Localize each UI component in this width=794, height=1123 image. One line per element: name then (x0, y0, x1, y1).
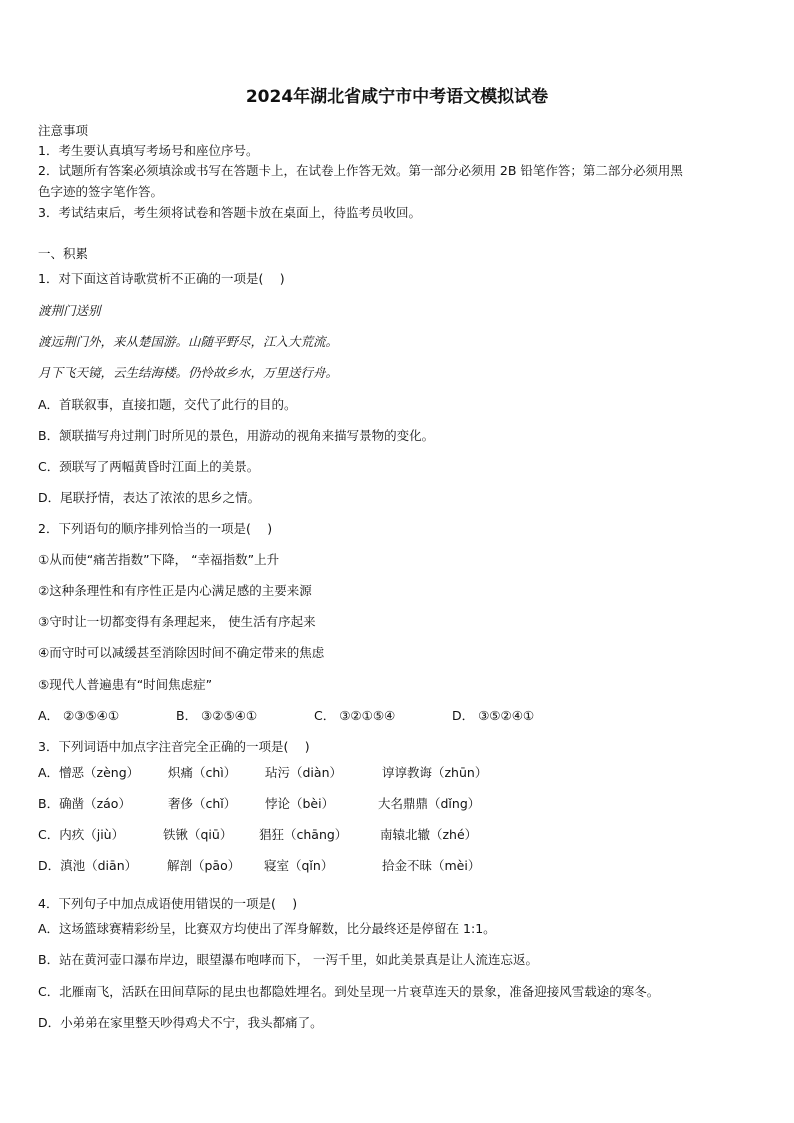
q1-option-c: C．颈联写了两幅黄昏时江面上的美景。 (38, 459, 260, 474)
notes-heading: 注意事项 (38, 123, 89, 138)
q2-sentence: ⑤现代人普遍患有“时间焦虑症” (38, 677, 213, 692)
q4-option-d: D．小弟弟在家里整天吵得鸡犬不宁，我头都痛了。 (38, 1015, 323, 1030)
q2-option-d: D． ③⑤②④① (452, 708, 535, 723)
q2-option-c: C． ③②①⑤④ (314, 708, 396, 723)
q4-option-c: C．北雁南飞，活跃在田间草际的昆虫也都隐姓埋名。到处呈现一片衰草连天的景象，准备迎接风雪载途的寒冬。 (38, 984, 660, 999)
q3-word: 炽痛（chì） (168, 765, 237, 780)
q4-option-a: A．这场篮球赛精彩纷呈，比赛双方均使出了浑身解数，比分最终还是停留在 1:1。 (38, 921, 496, 936)
note-item-2: 2．试题所有答案必须填涂或书写在答题卡上，在试卷上作答无效。第一部分必须用 2B 铅笔作答；第二部分必须用黑 (38, 163, 683, 178)
note-item-2-cont: 色字迹的签字笔作答。 (38, 184, 164, 199)
poem-line: 渡远荆门外，来从楚国游。山随平野尽，江入大荒流。 (38, 334, 339, 349)
q3-word: 铁锹（qiū） (163, 827, 233, 842)
q1-option-d: D．尾联抒情，表达了浓浓的思乡之情。 (38, 490, 261, 505)
q3-word: 拾金不昧（mèi） (382, 858, 481, 873)
q2-sentence: ②这种条理性和有序性正是内心满足感的主要来源 (38, 583, 312, 598)
q3-word: 解剖（pāo） (167, 858, 241, 873)
q2-sentence: ③守时让一切都变得有条理起来， 使生活有序起来 (38, 614, 316, 629)
q2-stem: 2．下列语句的顺序排列恰当的一项是( ) (38, 521, 273, 536)
q2-option-b: B． ③②⑤④① (176, 708, 258, 723)
q3-word: B．确凿（záo） (38, 796, 131, 811)
q4-option-b: B．站在黄河壶口瀑布岸边，眼望瀑布咆哮而下， 一泻千里，如此美景真是让人流连忘返。 (38, 952, 539, 967)
q3-word: 谆谆教诲（zhūn） (382, 765, 488, 780)
q3-word: 南辕北辙（zhé） (380, 827, 478, 842)
q4-stem: 4．下列句子中加点成语使用错误的一项是( ) (38, 896, 298, 911)
q1-option-b: B．颔联描写舟过荆门时所见的景色，用游动的视角来描写景物的变化。 (38, 428, 435, 443)
poem-line: 月下飞天镜，云生结海楼。仍怜故乡水，万里送行舟。 (38, 365, 339, 380)
q3-word: C．内疚（jiù） (38, 827, 125, 842)
section-heading: 一、积累 (38, 246, 89, 261)
q3-word: 猖狂（chāng） (259, 827, 348, 842)
q2-option-a: A． ②③⑤④① (38, 708, 120, 723)
q2-sentence: ④而守时可以减缓甚至消除因时间不确定带来的焦虑 (38, 645, 325, 660)
q3-word: D．滇池（diān） (38, 858, 138, 873)
note-item-3: 3．考试结束后，考生须将试卷和答题卡放在桌面上，待监考员收回。 (38, 205, 421, 220)
page-title: 2024年湖北省咸宁市中考语文模拟试卷 (245, 87, 549, 107)
q3-word: 悖论（bèi） (265, 796, 335, 811)
note-item-1: 1．考生要认真填写考场号和座位序号。 (38, 143, 259, 158)
q3-word: 玷污（diàn） (265, 765, 342, 780)
q1-option-a: A．首联叙事，直接扣题，交代了此行的目的。 (38, 397, 297, 412)
q1-stem: 1．对下面这首诗歌赏析不正确的一项是( ) (38, 271, 285, 286)
poem-title: 渡荆门送别 (38, 303, 101, 318)
q2-sentence: ①从而使“痛苦指数”下降， “幸福指数”上升 (38, 552, 280, 567)
q3-stem: 3．下列词语中加点字注音完全正确的一项是( ) (38, 739, 310, 754)
q3-word: A．憎恶（zèng） (38, 765, 140, 780)
q3-word: 寝室（qǐn） (264, 858, 334, 873)
q3-word: 奢侈（chǐ） (168, 796, 237, 811)
q3-word: 大名鼎鼎（dǐng） (378, 796, 481, 811)
